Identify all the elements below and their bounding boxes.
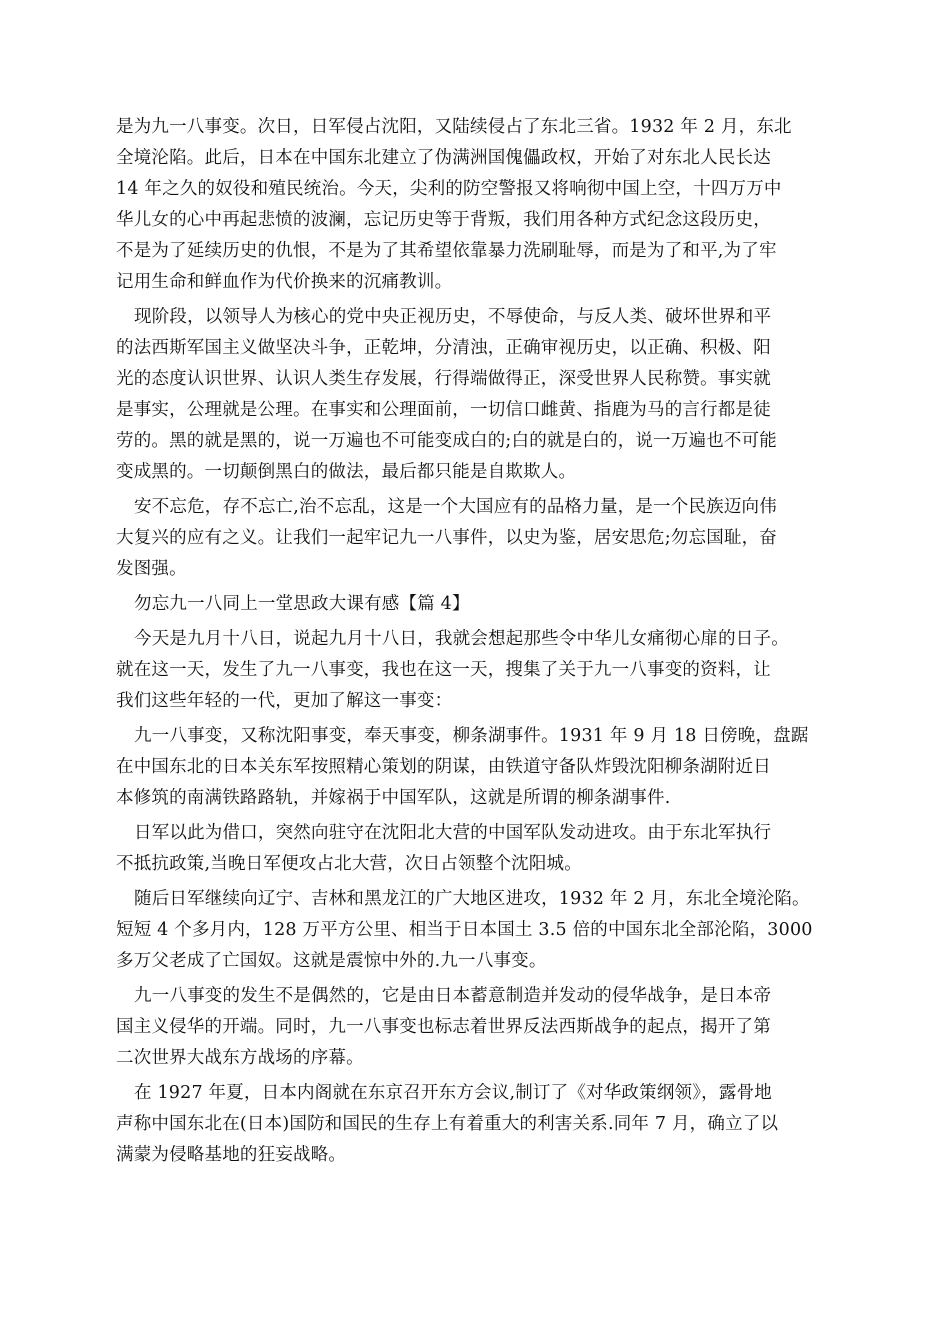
text-line: 全境沦陷。此后，日本在中国东北建立了伪满洲国傀儡政权，开始了对东北人民长达 bbox=[116, 148, 771, 168]
text-line: 日军以此为借口，突然向驻守在沈阳北大营的中国军队发动进攻。由于东北军执行 bbox=[134, 823, 772, 843]
text-line: 就在这一天，发生了九一八事变，我也在这一天，搜集了关于九一八事变的资料，让 bbox=[116, 660, 771, 680]
heading-line: 勿忘九一八同上一堂思政大课有感【篇 4】 bbox=[134, 594, 470, 614]
paragraph-5 bbox=[116, 624, 840, 717]
text-line: 是为九一八事变。次日，日军侵占沈阳，又陆续侵占了东北三省。1932 年 2 月，东北 bbox=[116, 117, 792, 137]
text-line: 安不忘危，存不忘亡,治不忘乱，这是一个大国应有的品格力量，是一个民族迈向伟 bbox=[134, 497, 777, 517]
text-line: 多万父老成了亡国奴。这就是震惊中外的.九一八事变。 bbox=[116, 951, 547, 971]
text-line: 14 年之久的奴役和殖民统治。今天，尖利的防空警报又将响彻中国上空，十四万万中 bbox=[116, 179, 782, 199]
text-line: 发图强。 bbox=[116, 559, 187, 579]
paragraph-8 bbox=[116, 884, 840, 977]
paragraph-3 bbox=[116, 492, 840, 585]
text-line: 九一八事变的发生不是偶然的，它是由日本蓄意制造并发动的侵华战争，是日本帝 bbox=[134, 986, 772, 1006]
text-line: 我们这些年轻的一代，更加了解这一事变： bbox=[116, 691, 453, 711]
paragraph-1 bbox=[116, 112, 840, 298]
paragraph-7 bbox=[116, 818, 840, 880]
text-line: 是事实，公理就是公理。在事实和公理面前，一切信口雌黄、指鹿为马的言行都是徒 bbox=[116, 400, 771, 420]
text-line: 随后日军继续向辽宁、吉林和黑龙江的广大地区进攻，1932 年 2 月，东北全境沦陷。 bbox=[134, 889, 810, 909]
text-line: 记用生命和鲜血作为代价换来的沉痛教训。 bbox=[116, 272, 453, 292]
text-line: 在 1927 年夏，日本内阁就在东京召开东方会议,制订了《对华政策纲领》，露骨地 bbox=[134, 1083, 772, 1103]
paragraph-6 bbox=[116, 721, 840, 814]
text-line: 现阶段，以领导人为核心的党中央正视历史，不辱使命，与反人类、破坏世界和平 bbox=[134, 307, 772, 327]
text-line: 不是为了延续历史的仇恨，不是为了其希望依靠暴力洗刷耻辱，而是为了和平,为了牢 bbox=[116, 241, 777, 261]
text-line: 大复兴的应有之义。让我们一起牢记九一八事件，以史为鉴，居安思危;勿忘国耻，奋 bbox=[116, 528, 777, 548]
text-line: 在中国东北的日本关东军按照精心策划的阴谋，由铁道守备队炸毁沈阳柳条湖附近日 bbox=[116, 757, 771, 777]
text-line: 变成黑的。一切颠倒黑白的做法，最后都只能是自欺欺人。 bbox=[116, 462, 577, 482]
text-line: 华儿女的心中再起悲愤的波澜，忘记历史等于背叛，我们用各种方式纪念这段历史， bbox=[116, 210, 771, 230]
text-line: 短短 4 个多月内，128 万平方公里、相当于日本国土 3.5 倍的中国东北全部沦陷，3000 bbox=[116, 920, 813, 940]
section-heading bbox=[116, 589, 840, 620]
text-line: 满蒙为侵略基地的狂妄战略。 bbox=[116, 1145, 347, 1165]
text-line: 国主义侵华的开端。同时，九一八事变也标志着世界反法西斯战争的起点，揭开了第 bbox=[116, 1017, 771, 1037]
text-line: 本修筑的南满铁路路轨，并嫁祸于中国军队，这就是所谓的柳条湖事件. bbox=[116, 788, 671, 808]
text-line: 光的态度认识世界、认识人类生存发展，行得端做得正，深受世界人民称赞。事实就 bbox=[116, 369, 771, 389]
text-line: 九一八事变，又称沈阳事变，奉天事变，柳条湖事件。1931 年 9 月 18 日傍晚，盘踞 bbox=[134, 726, 809, 746]
document-page bbox=[116, 112, 840, 1171]
text-line: 不抵抗政策,当晚日军便攻占北大营，次日占领整个沈阳城。 bbox=[116, 854, 582, 874]
paragraph-9 bbox=[116, 981, 840, 1074]
text-line: 二次世界大战东方战场的序幕。 bbox=[116, 1048, 364, 1068]
text-line: 今天是九月十八日，说起九月十八日，我就会想起那些令中华儿女痛彻心扉的日子。 bbox=[134, 629, 789, 649]
paragraph-2 bbox=[116, 302, 840, 488]
text-line: 劳的。黑的就是黑的，说一万遍也不可能变成白的;白的就是白的，说一万遍也不可能 bbox=[116, 431, 777, 451]
text-line: 声称中国东北在(日本)国防和国民的生存上有着重大的利害关系.同年 7 月，确立了以 bbox=[116, 1114, 779, 1134]
paragraph-10 bbox=[116, 1078, 840, 1171]
text-line: 的法西斯军国主义做坚决斗争，正乾坤，分清浊，正确审视历史，以正确、积极、阳 bbox=[116, 338, 771, 358]
